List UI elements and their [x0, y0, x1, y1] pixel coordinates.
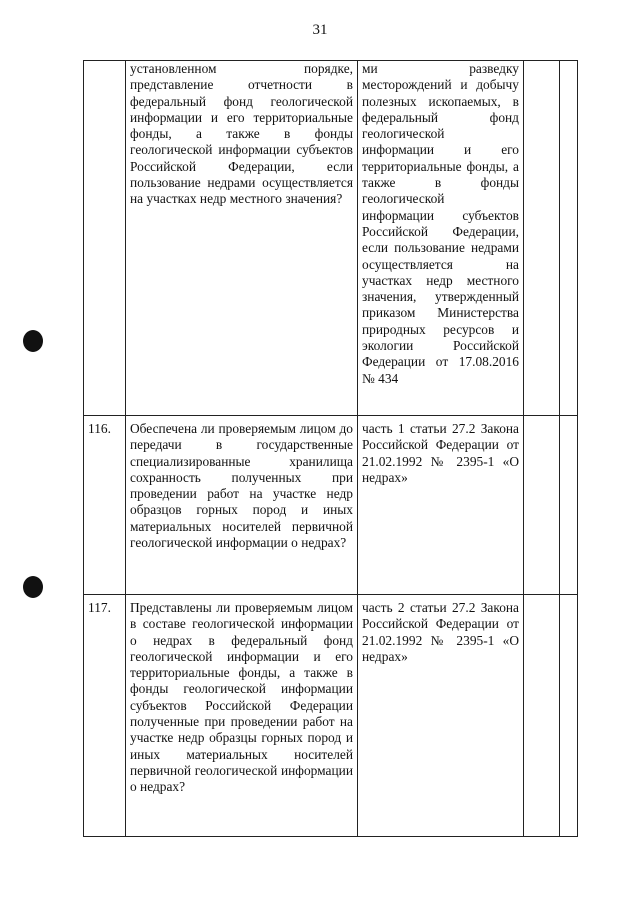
answer-cell: [524, 416, 560, 595]
table-row: [84, 61, 578, 416]
row-number: [84, 61, 126, 416]
question-cell: установленном порядке, представление отчетности в федеральный фонд геологической информации и его территориальные фонды, а также в фонды геологической информации субъектов Российской Федерации, если пользование недрами осуществляется на участках недр местного значения?: [126, 61, 358, 416]
reference-cell: часть 2 статьи 27.2 Закона Российской Федерации от 21.02.1992 № 2395-1 «О недрах»: [358, 595, 524, 837]
answer-cell: [524, 595, 560, 837]
reference-cell: ми разведку месторождений и добычу полезных ископаемых, в федеральный фонд геологической информации и его территориальные фонды, а также в фонды геологической информации субъектов Российской Федерации, если пользование недрами осуществляется на участках недр местного значения, утвержденный приказом Министерства природных ресурсов и экологии Российской Федерации от 17.08.2016 № 434: [358, 61, 524, 416]
answer-cell: [524, 61, 560, 416]
punch-hole-mark: [23, 576, 43, 598]
table-row: [84, 416, 578, 595]
question-cell: Представлены ли проверяемым лицом в составе геологической информации о недрах в федеральный фонд геологической информации и его территориальные фонды, а также в фонды геологической информации субъектов Российской Федерации полученные при проведении работ на участке недр образцы горных пород и иных материальных носителей первичной геологической информации о недрах?: [126, 595, 358, 837]
table-row: [84, 595, 578, 837]
page-number: 31: [312, 22, 328, 38]
punch-hole-mark: [23, 330, 43, 352]
question-cell: Обеспечена ли проверяемым лицом до передачи в государственные специализированные хранилища сохранность полученных при проведении работ на участке недр образцов горных пород и иных материальных носителей первичной геологической информации о недрах?: [126, 416, 358, 595]
note-cell: [560, 416, 578, 595]
row-number: 116.: [84, 416, 126, 595]
row-number: 117.: [84, 595, 126, 837]
note-cell: [560, 61, 578, 416]
checklist-table: [83, 60, 578, 837]
reference-cell: часть 1 статьи 27.2 Закона Российской Федерации от 21.02.1992 № 2395-1 «О недрах»: [358, 416, 524, 595]
note-cell: [560, 595, 578, 837]
